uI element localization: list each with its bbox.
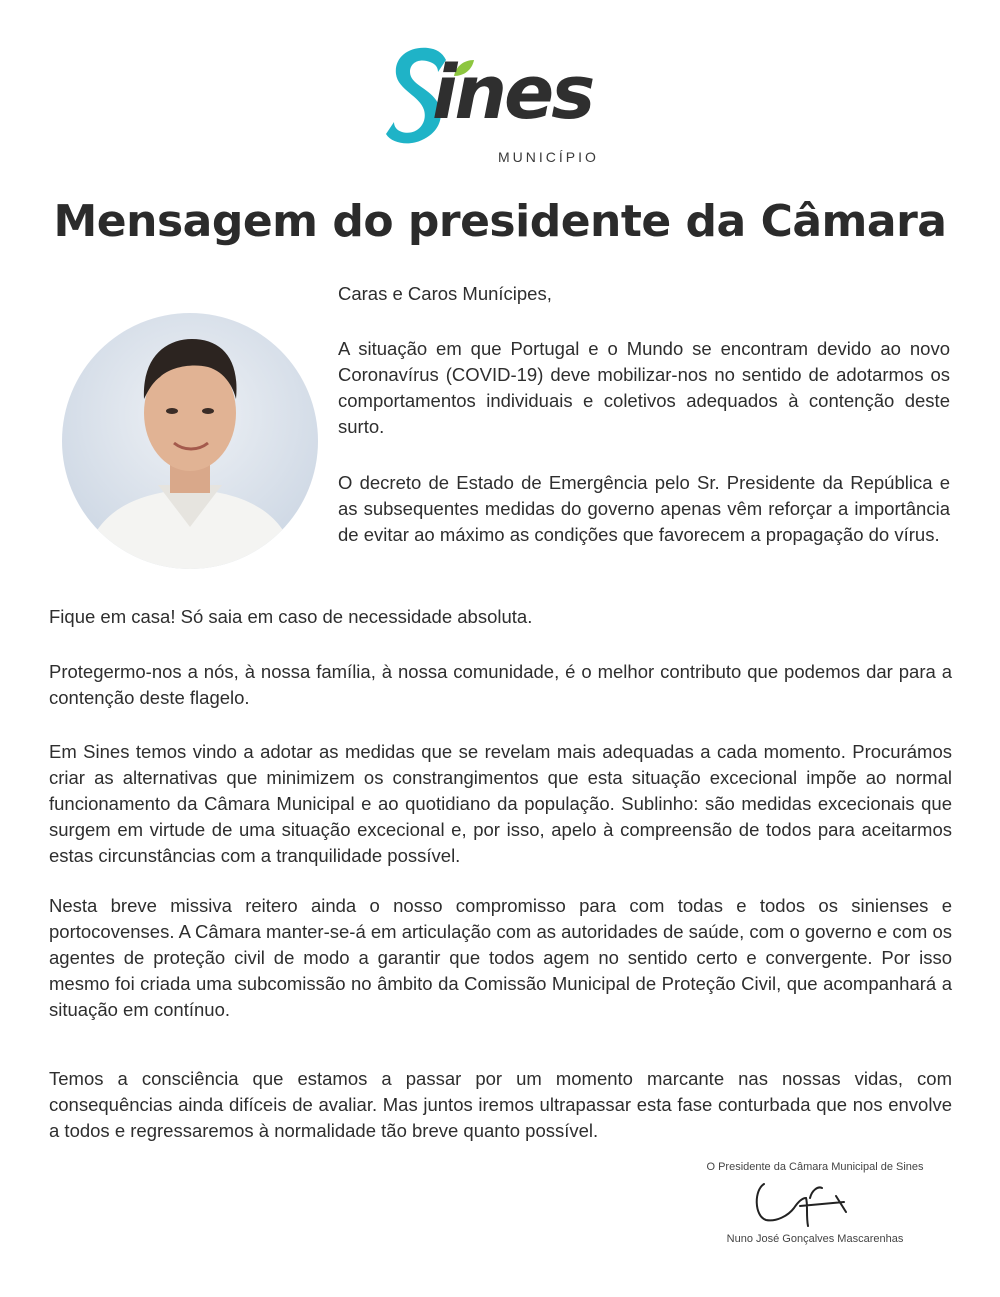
paragraph-2: O decreto de Estado de Emergência pelo Sr. Presidente da República e as subsequentes medidas do governo apenas vêm reforçar a importância de evitar ao máximo as condições que favorecem a propagação do vírus. [338, 472, 950, 545]
paragraph-1: A situação em que Portugal e o Mundo se encontram devido ao novo Coronavírus (COVID-19) deve mobilizar-nos no sentido de adotarmos os comportamentos individuais e coletivos adequados à contenção deste surto. [338, 338, 950, 437]
greeting: Caras e Caros Munícipes, [338, 283, 552, 304]
logo-wordmark: ines [432, 50, 593, 136]
paragraph-4: Protegermo-nos a nós, à nossa família, à nossa comunidade, é o melhor contributo que podemos dar para a contenção deste flagelo. [49, 661, 952, 708]
president-portrait [62, 313, 318, 569]
paragraph-7: Temos a consciência que estamos a passar por um momento marcante nas nossas vidas, com consequências ainda difíceis de avaliar. Mas juntos iremos ultrapassar esta fase conturbada que nos envolve a todos e regressaremos à normalidade tão breve quanto possível. [49, 1068, 952, 1141]
paragraph-3: Fique em casa! Só saia em caso de necessidade absoluta. [49, 606, 533, 627]
paragraph-6: Nesta breve missiva reitero ainda o nosso compromisso para com todas e todos os sinienses e portocovenses. A Câmara manter-se-á em articulação com as autoridades de saúde, com o governo e com os agentes de proteção civil de modo a garantir que todos agem no sentido certo e convergente. Por isso mesmo foi criada uma subcomissão no âmbito da Comissão Municipal de Proteção Civil, que acompanhará a situação em contínuo. [49, 895, 952, 1020]
portrait-image-icon [62, 313, 318, 569]
signature-role: O Presidente da Câmara Municipal de Sines [706, 1161, 924, 1173]
signature-name: Nuno José Gonçalves Mascarenhas [726, 1233, 904, 1245]
paragraph-5: Em Sines temos vindo a adotar as medidas que se revelam mais adequadas a cada momento. Procurámos criar as alternativas que minimizem os constrangimentos que esta situação excecional impõe ao normal funcionamento da Câmara Municipal e ao quotidiano da população. Sublinho: são medidas excecionais que surgem em virtude de uma situação excecional e, por isso, apelo à compreensão de todos para aceitarmos estas circunstâncias com a tranquilidade possível. [49, 741, 952, 866]
handwritten-signature-icon [748, 1176, 858, 1230]
signature-block [640, 1158, 960, 1258]
logo-subtitle: MUNICÍPIO [498, 149, 599, 165]
page-title: Mensagem do presidente da Câmara [53, 196, 947, 247]
